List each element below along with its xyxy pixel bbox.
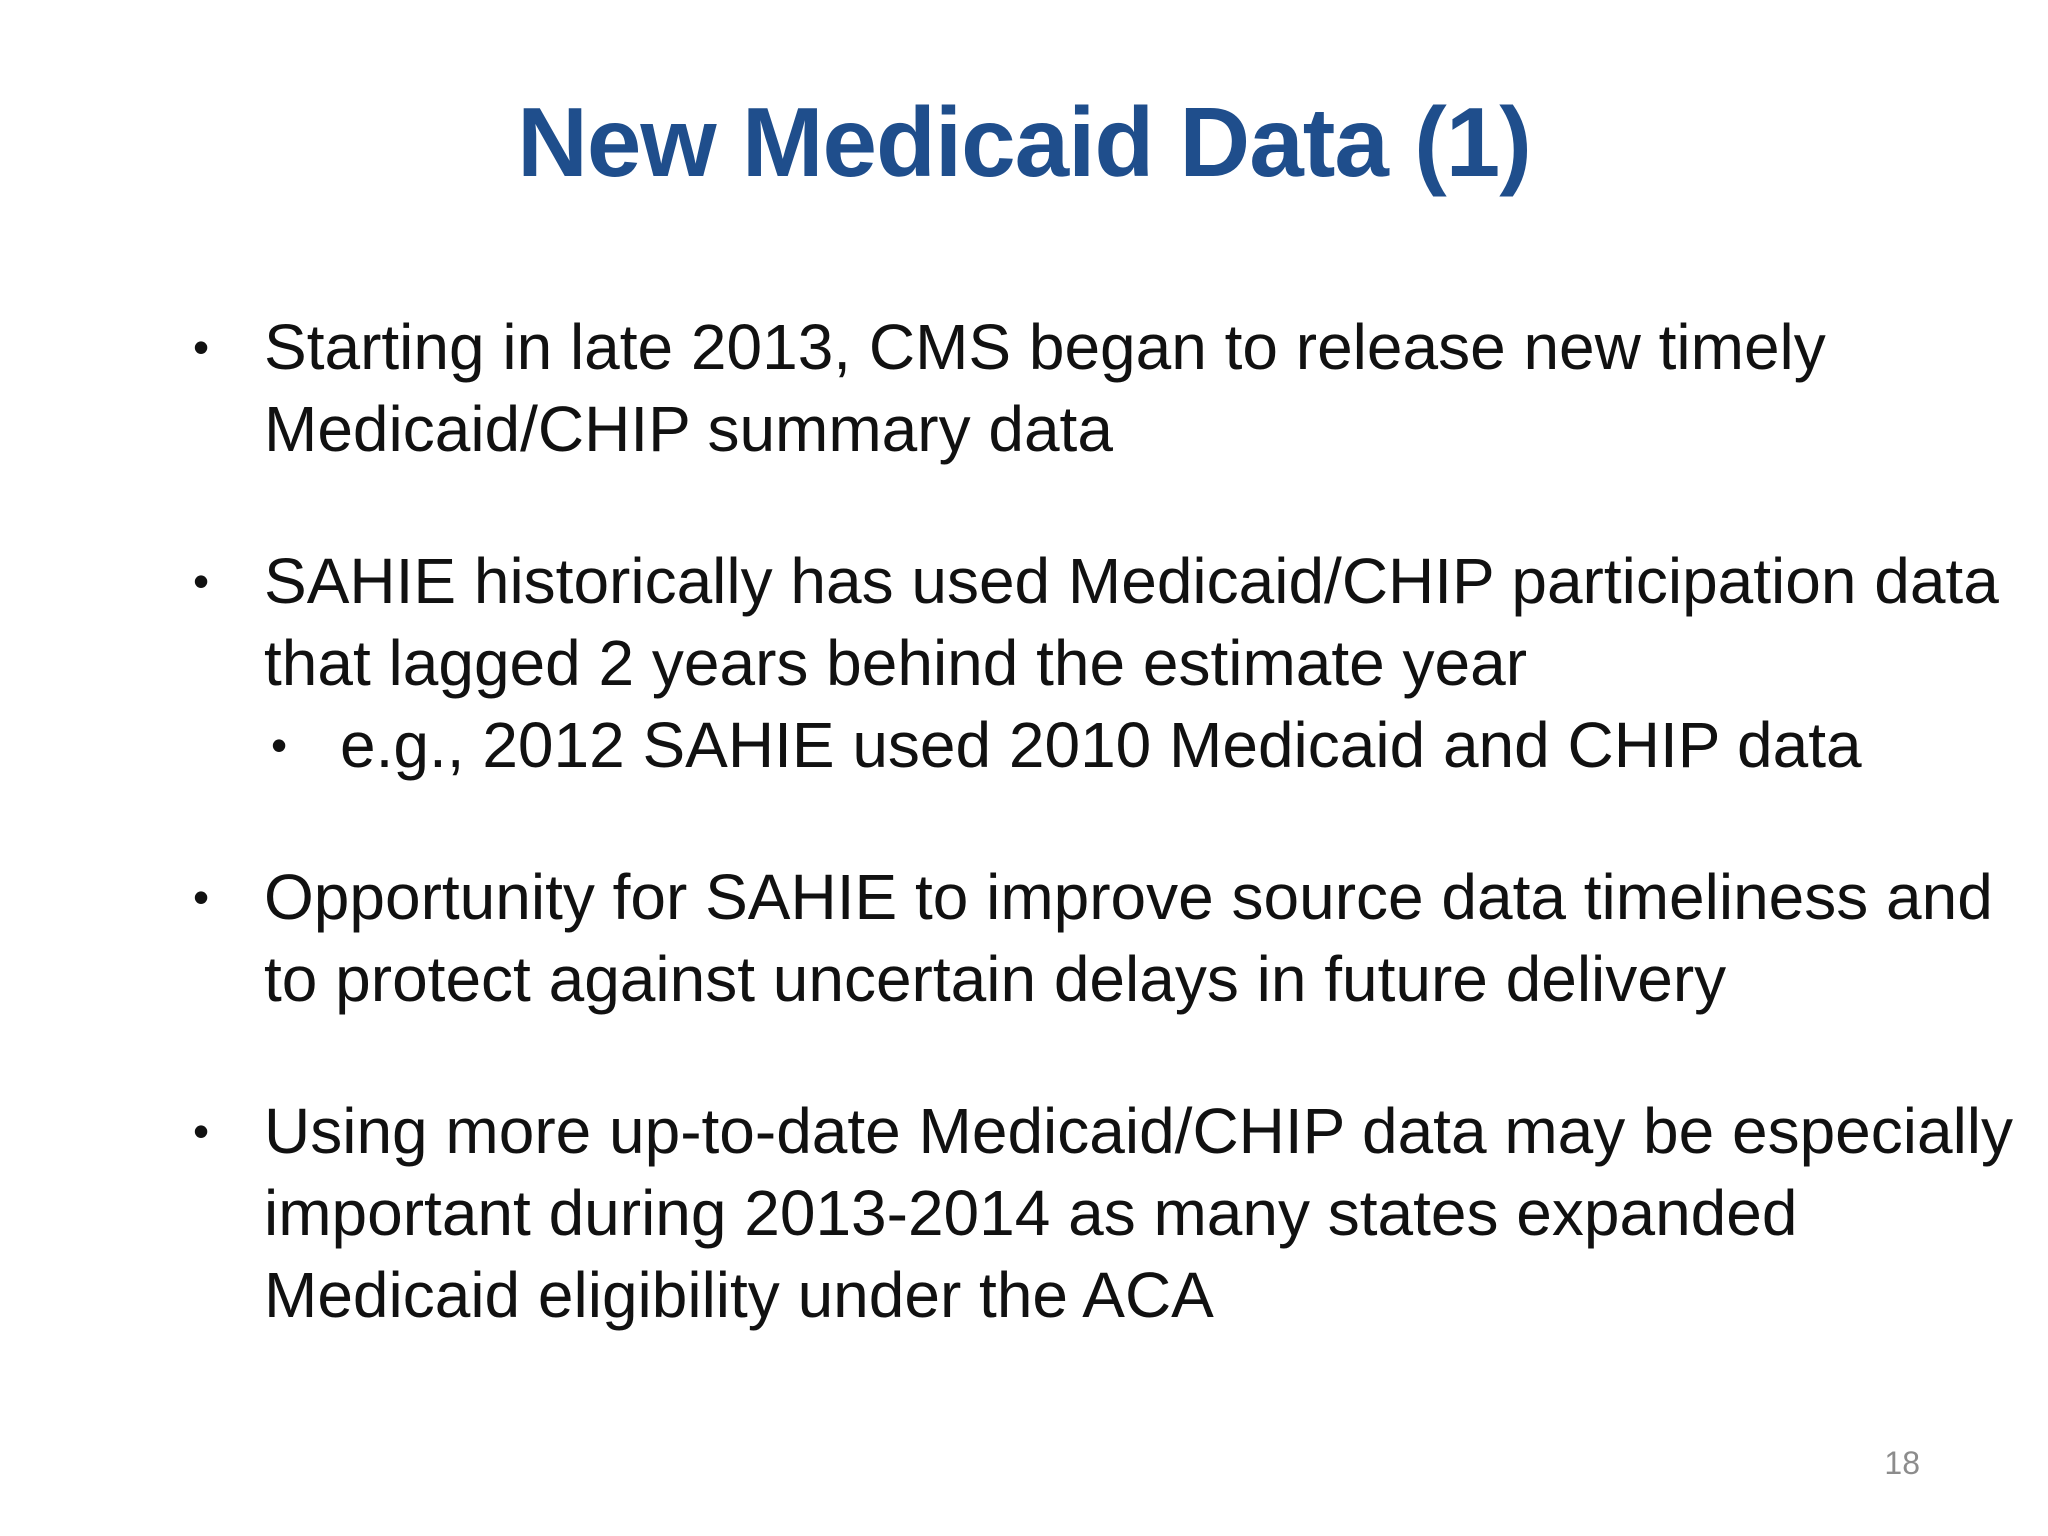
bullet-dot-icon: • <box>192 555 210 607</box>
bullet-dot-icon: • <box>192 321 210 373</box>
bullet-text: Opportunity for SAHIE to improve source data timeliness and to protect against uncertain delays in future delivery <box>264 861 1993 1015</box>
sub-bullet-item <box>264 704 2016 786</box>
bullet-dot-icon: • <box>192 1105 210 1157</box>
bullet-text: SAHIE historically has used Medicaid/CHIP participation data that lagged 2 years behind the estimate year <box>264 545 1999 699</box>
bullet-item <box>186 306 2016 470</box>
sub-bullet-dot-icon: • <box>270 719 288 771</box>
bullet-list <box>186 306 2016 1406</box>
bullet-text: Starting in late 2013, CMS began to release new timely Medicaid/CHIP summary data <box>264 311 1826 465</box>
bullet-item <box>186 1090 2016 1336</box>
sub-bullet-text: e.g., 2012 SAHIE used 2010 Medicaid and CHIP data <box>340 709 1862 781</box>
bullet-item <box>186 540 2016 786</box>
bullet-item <box>186 856 2016 1020</box>
slide-title: New Medicaid Data (1) <box>517 87 1531 197</box>
bullet-text: Using more up-to-date Medicaid/CHIP data may be especially important during 2013-2014 as many states expanded Medicaid eligibility under the ACA <box>264 1095 2013 1331</box>
bullet-dot-icon: • <box>192 871 210 923</box>
page-number: 18 <box>1884 1445 1920 1481</box>
